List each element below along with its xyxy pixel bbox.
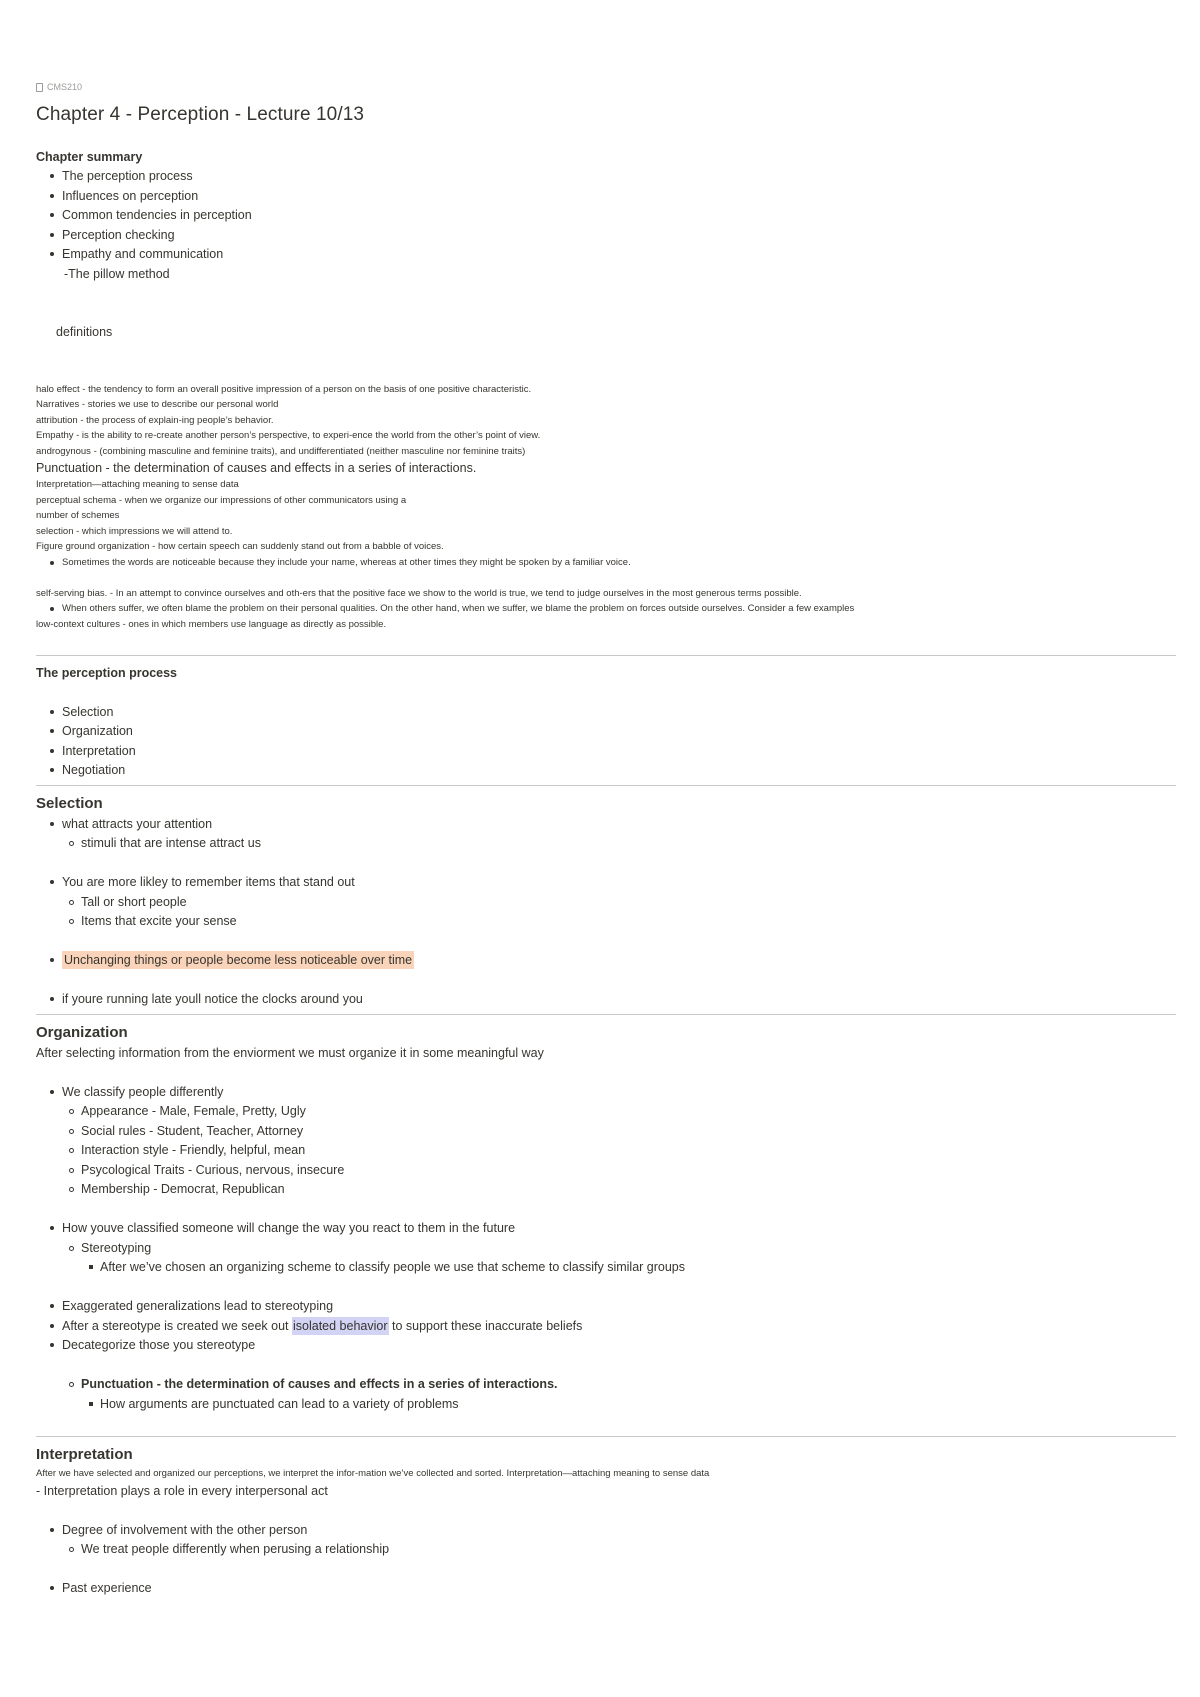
definition: Punctuation - the determination of causes and effects in a series of interactions.: [36, 461, 477, 475]
breadcrumb[interactable]: [36, 80, 1200, 94]
list-item: Empathy and communication: [36, 245, 1176, 265]
selection-heading: Selection: [36, 794, 103, 812]
definitions: [36, 382, 1176, 633]
definition: Figure ground organization - how certain speech can suddenly stand out from a babble of voices.: [36, 541, 444, 552]
list-item: Interaction style - Friendly, helpful, mean: [36, 1141, 1176, 1161]
list-item: Influences on perception: [36, 187, 1176, 207]
list-item: We treat people differently when perusing a relationship: [36, 1540, 1176, 1560]
highlighted-text: Unchanging things or people become less noticeable over time: [64, 953, 413, 967]
definition: number of schemes: [36, 510, 120, 521]
list-item: Exaggerated generalizations lead to stereotyping: [36, 1297, 1176, 1317]
list-item: Organization: [36, 722, 1176, 742]
list-item: Past experience: [36, 1579, 1176, 1599]
definition: low-context cultures - ones in which members use language as directly as possible.: [36, 618, 387, 630]
list-item: The perception process: [36, 167, 1176, 187]
definitions-label: definitions: [56, 325, 113, 339]
page-title: Chapter 4 - Perception - Lecture 10/13: [36, 104, 365, 125]
text-run: After a stereotype is created we seek out: [62, 1318, 292, 1333]
list-item: After we’ve chosen an organizing scheme to classify people we use that scheme to classify similar groups: [36, 1258, 1176, 1278]
definition: Empathy - is the ability to re-create another person’s perspective, to experi-ence the world from the other’s point of view.: [36, 430, 541, 441]
list-item: Items that excite your sense: [36, 912, 1176, 932]
definition: selection - which impressions we will attend to.: [36, 525, 233, 537]
organization-heading: Organization: [36, 1023, 128, 1041]
summary-heading: Chapter summary: [36, 150, 143, 164]
list-item: Psycological Traits - Curious, nervous, insecure: [36, 1161, 1176, 1181]
list-item: Appearance - Male, Female, Pretty, Ugly: [36, 1102, 1176, 1122]
content: [36, 148, 1176, 1599]
interpretation-line: - Interpretation plays a role in every interpersonal act: [36, 1483, 328, 1498]
list-item: Degree of involvement with the other person: [36, 1521, 1176, 1541]
interpretation-intro: After we have selected and organized our perceptions, we interpret the infor-mation we’ve collected and sorted. Interpretation—attaching meaning to sense data: [36, 1468, 710, 1479]
selection-list: [36, 815, 1176, 854]
list-item: You are more likley to remember items that stand out: [36, 873, 1176, 893]
summary-sub: -The pillow method: [64, 266, 170, 281]
list-item: Stereotyping: [36, 1239, 1176, 1259]
list-item: Selection: [36, 703, 1176, 723]
list-item: [36, 951, 1176, 971]
list-item: We classify people differently: [36, 1083, 1176, 1103]
summary-list: [36, 167, 1176, 265]
process-list: [36, 703, 1176, 781]
text-run: to support these inaccurate beliefs: [388, 1318, 583, 1333]
list-item: How arguments are punctuated can lead to a variety of problems: [36, 1395, 1176, 1415]
interpretation-heading: Interpretation: [36, 1446, 133, 1463]
list-item: stimuli that are intense attract us: [36, 834, 1176, 854]
definition: androgynous - (combining masculine and feminine traits), and undifferentiated (neither masculine nor feminine traits): [36, 445, 526, 457]
list-item: [36, 1317, 1176, 1337]
list-item: Punctuation - the determination of causes and effects in a series of interactions.: [36, 1375, 1176, 1395]
list-item: Common tendencies in perception: [36, 206, 1176, 226]
definition: attribution - the process of explain-ing people’s behavior.: [36, 414, 274, 426]
list-item: Sometimes the words are noticeable because they include your name, whereas at other times they might be spoken by a familiar voice.: [36, 555, 1176, 571]
list-item: Perception checking: [36, 226, 1176, 246]
list-item: How youve classified someone will change the way you react to them in the future: [36, 1219, 1176, 1239]
highlighted-text: isolated behavior: [292, 1318, 388, 1333]
list-item: Membership - Democrat, Republican: [36, 1180, 1176, 1200]
organization-intro: After selecting information from the enviorment we must organize it in some meaningful way: [36, 1045, 544, 1060]
definition: self-serving bias. - In an attempt to convince ourselves and oth-ers that the positive face we show to the world is true, we tend to judge ourselves in the most generous terms possible.: [36, 587, 802, 599]
definition: Narratives - stories we use to describe our personal world: [36, 399, 279, 410]
list-item: Tall or short people: [36, 893, 1176, 913]
list-item: Interpretation: [36, 742, 1176, 762]
list-item: When others suffer, we often blame the problem on their personal qualities. On the other hand, when we suffer, we blame the problem on forces outside ourselves. Consider a few examples: [36, 601, 1176, 617]
definition: halo effect - the tendency to form an overall positive impression of a person on the basis of one positive characteristic.: [36, 383, 532, 395]
process-heading: The perception process: [36, 666, 178, 680]
breadcrumb-label[interactable]: CMS210: [47, 82, 83, 92]
list-item: if youre running late youll notice the clocks around you: [36, 990, 1176, 1010]
list-item: Social rules - Student, Teacher, Attorney: [36, 1122, 1176, 1142]
list-item: Negotiation: [36, 761, 1176, 781]
list-item: what attracts your attention: [36, 815, 1176, 835]
definition: Interpretation—attaching meaning to sense data: [36, 479, 239, 490]
page-icon: [36, 83, 43, 92]
definition: perceptual schema - when we organize our impressions of other communicators using a: [36, 494, 407, 506]
list-item: Decategorize those you stereotype: [36, 1336, 1176, 1356]
